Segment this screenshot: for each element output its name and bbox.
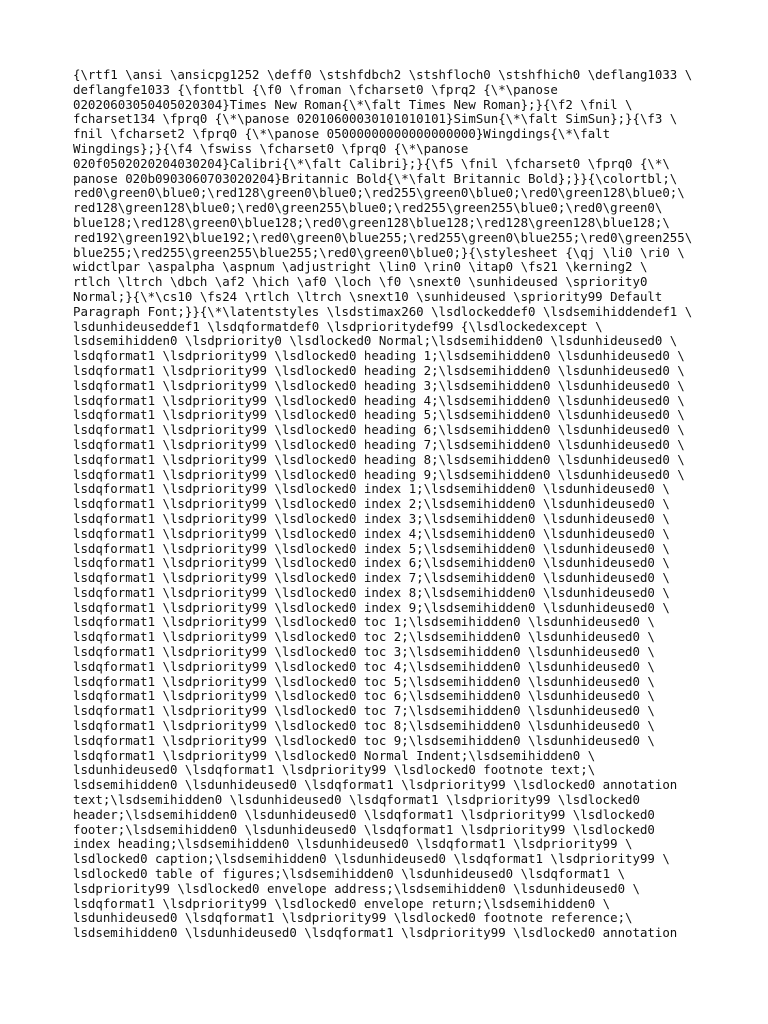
text-line: lsdqformat1 \lsdpriority99 \lsdlocked0 index 1;\lsdsemihidden0 \lsdunhideused0 \: [73, 481, 670, 497]
text-line: red0\green0\blue0;\red128\green0\blue0;\red255\green0\blue0;\red0\green128\blue0;\: [73, 185, 685, 201]
text-line: lsdqformat1 \lsdpriority99 \lsdlocked0 toc 5;\lsdsemihidden0 \lsdunhideused0 \: [73, 673, 655, 689]
rtf-source-text: [73, 68, 753, 941]
document-page: [73, 68, 753, 941]
text-line: blue255;\red255\green255\blue255;\red0\green0\blue0;}{\stylesheet {\qj \li0 \ri0 \: [73, 244, 685, 260]
text-line: lsdqformat1 \lsdpriority99 \lsdlocked0 heading 5;\lsdsemihidden0 \lsdunhideused0 \: [73, 407, 685, 423]
text-line: lsdqformat1 \lsdpriority99 \lsdlocked0 index 9;\lsdsemihidden0 \lsdunhideused0 \: [73, 599, 670, 615]
text-line: fnil \fcharset2 \fprq0 {\*\panose 05000000000000000000}Wingdings{\*\falt: [73, 126, 611, 142]
text-line: lsdqformat1 \lsdpriority99 \lsdlocked0 toc 4;\lsdsemihidden0 \lsdunhideused0 \: [73, 658, 655, 674]
text-line: lsdsemihidden0 \lsdunhideused0 \lsdqformat1 \lsdpriority99 \lsdlocked0 annotation: [73, 925, 678, 941]
text-line: index heading;\lsdsemihidden0 \lsdunhideused0 \lsdqformat1 \lsdpriority99 \: [73, 836, 633, 852]
text-line: lsdqformat1 \lsdpriority99 \lsdlocked0 heading 2;\lsdsemihidden0 \lsdunhideused0 \: [73, 362, 685, 378]
text-line: lsdqformat1 \lsdpriority99 \lsdlocked0 index 8;\lsdsemihidden0 \lsdunhideused0 \: [73, 584, 670, 600]
text-line: fcharset134 \fprq0 {\*\panose 02010600030101010101}SimSun{\*\falt SimSun};}{\f3 \: [73, 111, 678, 127]
text-line: lsdqformat1 \lsdpriority99 \lsdlocked0 heading 9;\lsdsemihidden0 \lsdunhideused0 \: [73, 466, 685, 482]
text-line: lsdqformat1 \lsdpriority99 \lsdlocked0 heading 1;\lsdsemihidden0 \lsdunhideused0 \: [73, 348, 685, 364]
text-line: lsdqformat1 \lsdpriority99 \lsdlocked0 toc 8;\lsdsemihidden0 \lsdunhideused0 \: [73, 718, 655, 734]
text-line: lsdqformat1 \lsdpriority99 \lsdlocked0 index 3;\lsdsemihidden0 \lsdunhideused0 \: [73, 510, 670, 526]
text-line: lsdqformat1 \lsdpriority99 \lsdlocked0 toc 1;\lsdsemihidden0 \lsdunhideused0 \: [73, 614, 655, 630]
text-line: lsdqformat1 \lsdpriority99 \lsdlocked0 envelope return;\lsdsemihidden0 \: [73, 895, 611, 911]
text-line: lsdqformat1 \lsdpriority99 \lsdlocked0 heading 6;\lsdsemihidden0 \lsdunhideused0 \: [73, 422, 685, 438]
text-line: header;\lsdsemihidden0 \lsdunhideused0 \lsdqformat1 \lsdpriority99 \lsdlocked0: [73, 806, 655, 822]
text-line: lsdpriority99 \lsdlocked0 envelope address;\lsdsemihidden0 \lsdunhideused0 \: [73, 880, 640, 896]
text-line: rtlch \ltrch \dbch \af2 \hich \af0 \loch \f0 \snext0 \sunhideused \spriority0: [73, 274, 648, 290]
text-line: red192\green192\blue192;\red0\green0\blue255;\red255\green0\blue255;\red0\green255\: [73, 229, 693, 245]
text-line: blue128;\red128\green0\blue128;\red0\green128\blue128;\red128\green128\blue128;\: [73, 214, 670, 230]
text-line: lsdqformat1 \lsdpriority99 \lsdlocked0 index 7;\lsdsemihidden0 \lsdunhideused0 \: [73, 570, 670, 586]
text-line: lsdqformat1 \lsdpriority99 \lsdlocked0 index 6;\lsdsemihidden0 \lsdunhideused0 \: [73, 555, 670, 571]
text-line: red128\green128\blue0;\red0\green255\blue0;\red255\green255\blue0;\red0\green0\: [73, 200, 663, 216]
text-line: lsdlocked0 caption;\lsdsemihidden0 \lsdunhideused0 \lsdqformat1 \lsdpriority99 \: [73, 851, 670, 867]
text-line: 020f0502020204030204}Calibri{\*\falt Calibri};}{\f5 \fnil \fcharset0 \fprq0 {\*\: [73, 155, 670, 171]
text-line: widctlpar \aspalpha \aspnum \adjustright \lin0 \rin0 \itap0 \fs21 \kerning2 \: [73, 259, 648, 275]
text-line: lsdqformat1 \lsdpriority99 \lsdlocked0 toc 9;\lsdsemihidden0 \lsdunhideused0 \: [73, 732, 655, 748]
text-line: lsdqformat1 \lsdpriority99 \lsdlocked0 heading 7;\lsdsemihidden0 \lsdunhideused0 \: [73, 436, 685, 452]
text-line: lsdqformat1 \lsdpriority99 \lsdlocked0 Normal Indent;\lsdsemihidden0 \: [73, 747, 596, 763]
text-line: lsdsemihidden0 \lsdunhideused0 \lsdqformat1 \lsdpriority99 \lsdlocked0 annotation: [73, 777, 678, 793]
text-line: panose 020b0903060703020204}Britannic Bold{\*\falt Britannic Bold};}}{\colortbl;\: [73, 170, 678, 186]
text-line: Wingdings};}{\f4 \fswiss \fcharset0 \fprq0 {\*\panose: [73, 140, 469, 156]
text-line: lsdlocked0 table of figures;\lsdsemihidden0 \lsdunhideused0 \lsdqformat1 \: [73, 866, 626, 882]
text-line: lsdqformat1 \lsdpriority99 \lsdlocked0 heading 8;\lsdsemihidden0 \lsdunhideused0 \: [73, 451, 685, 467]
text-line: deflangfe1033 {\fonttbl {\f0 \froman \fcharset0 \fprq2 {\*\panose: [73, 81, 558, 97]
text-line: lsdqformat1 \lsdpriority99 \lsdlocked0 index 4;\lsdsemihidden0 \lsdunhideused0 \: [73, 525, 670, 541]
text-line: Normal;}{\*\cs10 \fs24 \rtlch \ltrch \snext10 \sunhideused \spriority99 Default: [73, 288, 663, 304]
text-line: lsdqformat1 \lsdpriority99 \lsdlocked0 index 2;\lsdsemihidden0 \lsdunhideused0 \: [73, 496, 670, 512]
text-line: 02020603050405020304}Times New Roman{\*\falt Times New Roman};}{\f2 \fnil \: [73, 96, 633, 112]
text-line: lsdqformat1 \lsdpriority99 \lsdlocked0 heading 3;\lsdsemihidden0 \lsdunhideused0 \: [73, 377, 685, 393]
text-line: footer;\lsdsemihidden0 \lsdunhideused0 \lsdqformat1 \lsdpriority99 \lsdlocked0: [73, 821, 655, 837]
text-line: Paragraph Font;}}{\*\latentstyles \lsdstimax260 \lsdlockeddef0 \lsdsemihiddendef1 \: [73, 303, 693, 319]
text-line: lsdunhideused0 \lsdqformat1 \lsdpriority99 \lsdlocked0 footnote reference;\: [73, 910, 633, 926]
text-line: lsdqformat1 \lsdpriority99 \lsdlocked0 toc 7;\lsdsemihidden0 \lsdunhideused0 \: [73, 703, 655, 719]
text-line: lsdqformat1 \lsdpriority99 \lsdlocked0 toc 3;\lsdsemihidden0 \lsdunhideused0 \: [73, 644, 655, 660]
text-line: lsdqformat1 \lsdpriority99 \lsdlocked0 index 5;\lsdsemihidden0 \lsdunhideused0 \: [73, 540, 670, 556]
text-line: lsdsemihidden0 \lsdpriority0 \lsdlocked0 Normal;\lsdsemihidden0 \lsdunhideused0 \: [73, 333, 678, 349]
text-line: lsdqformat1 \lsdpriority99 \lsdlocked0 toc 6;\lsdsemihidden0 \lsdunhideused0 \: [73, 688, 655, 704]
text-line: lsdunhideuseddef1 \lsdqformatdef0 \lsdprioritydef99 {\lsdlockedexcept \: [73, 318, 603, 334]
text-line: lsdqformat1 \lsdpriority99 \lsdlocked0 toc 2;\lsdsemihidden0 \lsdunhideused0 \: [73, 629, 655, 645]
text-line: {\rtf1 \ansi \ansicpg1252 \deff0 \stshfdbch2 \stshfloch0 \stshfhich0 \deflang1033 \: [73, 67, 693, 82]
text-line: lsdunhideused0 \lsdqformat1 \lsdpriority99 \lsdlocked0 footnote text;\: [73, 762, 596, 778]
text-line: lsdqformat1 \lsdpriority99 \lsdlocked0 heading 4;\lsdsemihidden0 \lsdunhideused0 \: [73, 392, 685, 408]
text-line: text;\lsdsemihidden0 \lsdunhideused0 \lsdqformat1 \lsdpriority99 \lsdlocked0: [73, 792, 640, 808]
